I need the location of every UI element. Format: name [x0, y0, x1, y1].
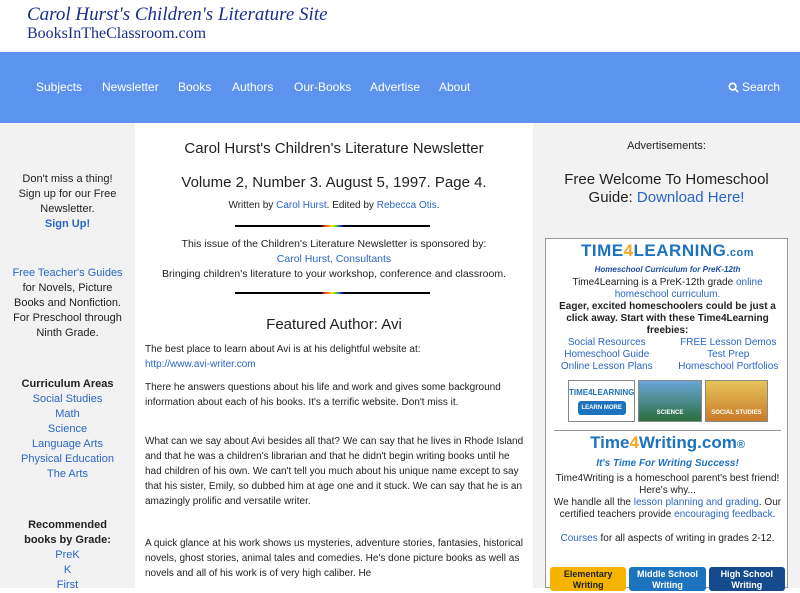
sponsor-block: [135, 237, 533, 282]
nav-newsletter[interactable]: Newsletter: [102, 80, 159, 94]
curriculum-language-arts[interactable]: Language Arts: [32, 438, 103, 450]
byline-written: Written by: [228, 200, 274, 211]
courses-link[interactable]: Courses: [560, 533, 598, 544]
curriculum-heading: Curriculum Areas: [21, 378, 114, 390]
main-content: [135, 123, 533, 588]
writing-level-buttons: [550, 567, 785, 591]
site-header: [0, 0, 800, 52]
promo-line: Free Welcome To Homeschool: [564, 171, 769, 188]
nav-advertise[interactable]: Advertise: [370, 80, 421, 94]
search-icon: [728, 82, 739, 93]
search-label: Search: [742, 80, 781, 94]
t4l-thumbnails: [568, 380, 768, 422]
t4l-freebie-links: [546, 337, 789, 373]
curriculum-physical-education[interactable]: Physical Education: [21, 453, 114, 465]
rainbow-divider: [235, 292, 430, 294]
article-paragraph: [145, 342, 525, 372]
guides-line: for Novels, Picture: [22, 282, 113, 294]
t4w-paragraph: Courses for all aspects of writing in grades 2-12.: [560, 533, 775, 544]
promo-line: Sign up for our Free: [18, 188, 117, 200]
science-thumb[interactable]: SCIENCE: [638, 380, 701, 422]
issue-volume: Volume 2, Number 3. August 5, 1997. Page 4.: [181, 174, 487, 191]
nav-authors[interactable]: Authors: [232, 80, 274, 94]
avi-website-link[interactable]: http://www.avi-writer.com: [145, 359, 256, 370]
t4l-learn-more-thumb[interactable]: TIME4LEARNING LEARN MORE: [568, 380, 635, 422]
article-paragraph: There he answers questions about his life and work and gives some background information about each of his books. It's a terrific website. Don't miss it.: [145, 382, 501, 408]
left-sidebar: [0, 123, 135, 591]
byline: [135, 200, 533, 211]
t4l-link-online-lesson-plans[interactable]: Online Lesson Plans: [560, 361, 653, 372]
main-nav: [0, 52, 800, 123]
grade-prek[interactable]: PreK: [55, 549, 80, 561]
right-sidebar: [533, 123, 800, 588]
curriculum-social-studies[interactable]: Social Studies: [32, 393, 103, 405]
nav-about[interactable]: About: [439, 80, 471, 94]
byline-edited: . Edited by: [326, 200, 374, 211]
sponsor-line: Bringing children's literature to your workshop, conference and classroom.: [161, 268, 506, 280]
t4l-freebies-text: Eager, excited homeschoolers could be just a click away. Start with these Time4Learning freebies:: [559, 301, 776, 336]
time4writing-logo[interactable]: Time4Writing.com®: [590, 433, 745, 452]
t4l-link-test-prep[interactable]: Test Prep: [707, 349, 750, 360]
promo-line: Newsletter.: [40, 203, 95, 215]
guides-line: Books and Nonfiction.: [13, 297, 121, 309]
signup-link[interactable]: Sign Up!: [44, 218, 91, 230]
search-button[interactable]: [728, 80, 780, 94]
newsletter-promo: [0, 172, 135, 232]
byline-period: .: [436, 200, 440, 211]
editor-link[interactable]: Rebecca Otis: [376, 200, 437, 211]
featured-heading: Featured Author: Avi: [266, 316, 402, 333]
teacher-guides-link[interactable]: Free Teacher's Guides: [12, 267, 123, 279]
nav-books[interactable]: Books: [178, 80, 212, 94]
elementary-writing-button[interactable]: Elementary Writing: [550, 567, 626, 591]
grade-first[interactable]: First: [56, 579, 79, 591]
ad-box: [545, 238, 788, 588]
grade-heading: Recommended: [28, 519, 107, 531]
sponsor-link[interactable]: Carol Hurst, Consultants: [276, 253, 392, 265]
teacher-guides-promo: [0, 266, 135, 341]
site-title[interactable]: Carol Hurst's Children's Literature Site: [27, 4, 328, 25]
promo-line: Guide:: [588, 189, 633, 206]
paragraph-text: The best place to learn about Avi is at his delightful website at:: [145, 344, 421, 355]
download-link[interactable]: Download Here!: [636, 189, 745, 206]
homeschool-guide-promo: [533, 171, 800, 207]
lesson-planning-link[interactable]: lesson planning and grading: [633, 497, 759, 508]
t4l-description: Time4Learning is a PreK-12th grade online homeschool curriculum.: [572, 277, 763, 300]
curriculum-science[interactable]: Science: [47, 423, 88, 435]
article-paragraph: What can we say about Avi besides all that? We can say that he lives in Rhode Island and that he was a children's librarian and that he didn't begin writing books until he had children of his own. We can't tell you much about his unique name except to say that his sister, Emily, so dubbed him at age one and it stuck. We can say that he is an amazingly prolific and versatile writer.: [145, 436, 524, 507]
curriculum-areas: [0, 377, 135, 482]
site-subtitle[interactable]: BooksInTheClassroom.com: [27, 25, 207, 42]
nav-subjects[interactable]: Subjects: [36, 80, 83, 94]
t4l-link-homeschool-guide[interactable]: Homeschool Guide: [564, 349, 650, 360]
promo-line: Don't miss a thing!: [22, 173, 113, 185]
rainbow-divider: [235, 225, 430, 227]
t4w-paragraph: We handle all the lesson planning and grading. Our certified teachers provide encouraging feedback.: [553, 497, 782, 520]
grade-k[interactable]: K: [63, 564, 72, 576]
guides-line: Ninth Grade.: [36, 327, 99, 339]
t4l-curriculum-link[interactable]: online homeschool curriculum.: [614, 277, 763, 300]
curriculum-math[interactable]: Math: [55, 408, 80, 420]
nav-our-books[interactable]: Our-Books: [294, 80, 352, 94]
article-paragraph: A quick glance at his work shows us mysteries, adventure stories, fantasies, historical novels, ghost stories, animal tales and comedies. He's done picture books as well as novels and all of his work is of very high caliber. He: [145, 538, 523, 579]
time4learning-logo[interactable]: TIME4LEARNING.com: [580, 241, 755, 260]
high-school-writing-button[interactable]: High School Writing: [709, 567, 785, 591]
author-link[interactable]: Carol Hurst: [276, 200, 327, 211]
t4w-paragraph: Time4Writing is a homeschool parent's best friend! Here's why...: [555, 473, 780, 496]
time4learning-tagline: Homeschool Curriculum for PreK-12th: [594, 265, 741, 274]
curriculum-the-arts[interactable]: The Arts: [47, 468, 88, 480]
ads-label: Advertisements:: [627, 140, 706, 152]
page-title: Carol Hurst's Children's Literature Newsletter: [184, 140, 484, 157]
guides-line: For Preschool through: [13, 312, 122, 324]
ad-divider: [554, 430, 781, 431]
t4l-link-social-resources[interactable]: Social Resources: [567, 337, 646, 348]
books-by-grade: [0, 518, 135, 593]
grade-heading: books by Grade:: [24, 534, 111, 546]
middle-school-writing-button[interactable]: Middle School Writing: [629, 567, 705, 591]
encouraging-feedback-link[interactable]: encouraging feedback: [674, 509, 773, 520]
t4l-link-homeschool-portfolios[interactable]: Homeschool Portfolios: [678, 361, 779, 372]
sponsor-line: This issue of the Children's Literature Newsletter is sponsored by:: [181, 238, 487, 250]
t4l-link-free-lesson-demos[interactable]: FREE Lesson Demos: [680, 337, 777, 348]
social-studies-thumb[interactable]: SOCIAL STUDIES: [705, 380, 768, 422]
time4writing-tagline: It's Time For Writing Success!: [596, 458, 739, 469]
